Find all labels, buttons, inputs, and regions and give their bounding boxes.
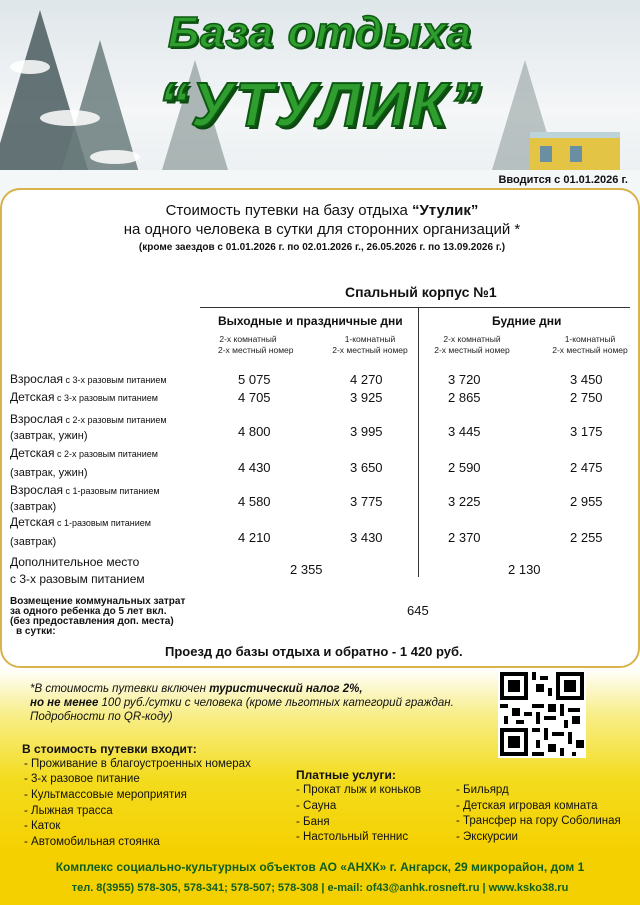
card-title-line2: на одного человека в сутки для сторонних организаций *	[123, 221, 521, 238]
price-cell: 3 925	[350, 390, 383, 405]
tax-note-line: Подробности по QR-коду)	[30, 711, 173, 723]
compensation-value: 645	[407, 603, 429, 618]
price-cell: 2 955	[570, 494, 603, 509]
subhead-line: 2-х местный номер	[434, 345, 510, 355]
tax-note	[30, 682, 454, 724]
row-label-detail: с 3-х разовым питанием	[54, 393, 158, 403]
paid-service-item: - Бильярд	[456, 784, 509, 796]
group-weekend: Выходные и праздничные дни	[218, 314, 403, 328]
compensation-line: Возмещение коммунальных затрат	[10, 596, 186, 607]
subhead-line: 2-х местный номер	[552, 345, 628, 355]
subhead-line: 1-комнатный	[564, 334, 616, 344]
subhead-1room-weekday	[548, 334, 632, 356]
paid-service-item: - Экскурсии	[456, 831, 518, 843]
row-label	[10, 483, 160, 515]
subhead-line: 1-комнатный	[344, 334, 396, 344]
group-weekday: Будние дни	[492, 314, 562, 328]
extra-bed-weekend: 2 355	[290, 562, 323, 577]
row-label-meals: (завтрак)	[10, 501, 57, 513]
snow-decoration	[90, 150, 140, 164]
row-label-main: Взрослая	[10, 412, 64, 426]
price-cell: 4 210	[238, 530, 271, 545]
included-item: - Каток	[24, 820, 61, 832]
price-cell: 4 800	[238, 424, 271, 439]
row-label	[10, 444, 158, 482]
subhead-line: 2-х комнатный	[219, 334, 277, 344]
row-label-detail: с 1-разовым питанием	[63, 486, 160, 496]
price-cell: 4 705	[238, 390, 271, 405]
compensation-label	[10, 597, 185, 637]
price-cell: 3 175	[570, 424, 603, 439]
section-title: Спальный корпус №1	[345, 284, 497, 300]
footer-contacts[interactable]: тел. 8(3955) 578-305, 578-341; 578-507; 578-308 | e-mail: of43@anhk.rosneft.ru | www.ksko38.ru	[71, 882, 569, 894]
title-line1: База отдыха	[167, 8, 473, 57]
price-cell: 3 445	[448, 424, 481, 439]
price-cell: 3 775	[350, 494, 383, 509]
paid-service-item: - Детская игровая комната	[456, 800, 598, 812]
column-divider	[418, 307, 419, 577]
tax-note-line	[30, 696, 454, 710]
price-cell: 2 590	[448, 460, 481, 475]
row-label-main: Взрослая	[10, 483, 64, 497]
subhead-line: 2-х местный номер	[332, 345, 408, 355]
paid-service-item: - Настольный теннис	[296, 831, 409, 843]
row-label-meals: (завтрак, ужин)	[10, 467, 88, 479]
card-title-text: Стоимость путевки на базу отдыха	[165, 202, 412, 219]
tax-highlight: туристический налог 2%,	[209, 683, 363, 695]
price-cell: 3 650	[350, 460, 383, 475]
row-label	[10, 372, 167, 388]
row-label-detail: с 3-х разовым питанием	[63, 375, 167, 385]
price-cell: 2 475	[570, 460, 603, 475]
row-label-main: Детская	[10, 515, 55, 529]
extra-bed-line: Дополнительное место	[10, 555, 140, 569]
price-cell: 3 995	[350, 424, 383, 439]
row-label-meals: (завтрак, ужин)	[10, 430, 88, 442]
row-label-detail: с 2-х разовым питанием	[54, 449, 158, 459]
title-line2: “УТУЛИК”	[157, 71, 483, 140]
card-title-name: “Утулик”	[411, 202, 479, 219]
included-item: - Культмассовые мероприятия	[24, 789, 187, 801]
price-cell: 2 370	[448, 530, 481, 545]
tax-highlight: но не менее	[30, 697, 99, 709]
price-cell: 3 450	[570, 372, 603, 387]
card-title-line1	[2, 202, 640, 219]
price-cell: 4 580	[238, 494, 271, 509]
row-label-main: Взрослая	[10, 372, 64, 386]
divider-line	[200, 307, 630, 308]
extra-bed-weekday: 2 130	[508, 562, 541, 577]
subhead-line: 2-х местный номер	[218, 345, 294, 355]
qr-code[interactable]	[498, 670, 586, 758]
row-label-main: Детская	[10, 446, 55, 460]
card-title-line3: (кроме заездов с 01.01.2026 г. по 02.01.2026 г., 26.05.2026 г. по 13.09.2026 г.)	[138, 242, 506, 253]
included-item: - Проживание в благоустроенных номерах	[24, 758, 251, 770]
subhead-line: 2-х комнатный	[443, 334, 501, 344]
price-cell: 3 720	[448, 372, 481, 387]
price-cell: 3 225	[448, 494, 481, 509]
subhead-1room-weekend	[330, 334, 410, 356]
extra-bed-line: с 3-х разовым питанием	[10, 572, 145, 586]
price-cell: 4 270	[350, 372, 383, 387]
row-label-main: Детская	[10, 390, 55, 404]
qr-code-icon	[500, 672, 584, 756]
compensation-line: (без предоставления доп. места)	[10, 616, 174, 627]
subhead-2room-weekday	[430, 334, 514, 356]
row-label-meals: (завтрак)	[10, 536, 57, 548]
extra-bed-label	[10, 554, 145, 588]
included-title: В стоимость путевки входит:	[22, 742, 197, 756]
footer-address: Комплекс социально-культурных объектов АО «АНХК» г. Ангарск, 29 микрорайон, дом 1	[55, 860, 585, 874]
tax-note-line	[30, 682, 454, 696]
effective-date: Вводится с 01.01.2026 г.	[498, 174, 628, 186]
price-cell: 5 075	[238, 372, 271, 387]
paid-service-item: - Сауна	[296, 800, 337, 812]
row-label	[10, 412, 167, 444]
tax-text: *В стоимость путевки включен	[30, 683, 210, 695]
subhead-2room-weekend	[218, 334, 294, 356]
included-item: - Автомобильная стоянка	[24, 836, 160, 848]
included-item: - Лыжная трасса	[24, 805, 113, 817]
price-cell: 2 255	[570, 530, 603, 545]
price-cell: 3 430	[350, 530, 383, 545]
price-cell: 2 865	[448, 390, 481, 405]
paid-service-item: - Баня	[296, 816, 330, 828]
paid-service-item: - Прокат лыж и коньков	[296, 784, 422, 796]
paid-services-title: Платные услуги:	[296, 768, 396, 782]
travel-cost: Проезд до базы отдыха и обратно - 1 420 руб.	[165, 644, 463, 659]
tax-text: 100 руб./сутки с человека (кроме льготных категорий граждан.	[98, 697, 454, 709]
included-item: - 3-х разовое питание	[24, 773, 140, 785]
compensation-line: за одного ребенка до 5 лет вкл.	[10, 606, 167, 617]
paid-service-item: - Трансфер на гору Соболиная	[456, 815, 621, 827]
price-cell: 4 430	[238, 460, 271, 475]
row-label-detail: с 2-х разовым питанием	[63, 415, 167, 425]
price-cell: 2 750	[570, 390, 603, 405]
row-label	[10, 390, 158, 406]
row-label-detail: с 1-разовым питанием	[54, 518, 151, 528]
compensation-line: в сутки:	[16, 626, 56, 637]
row-label	[10, 513, 151, 551]
